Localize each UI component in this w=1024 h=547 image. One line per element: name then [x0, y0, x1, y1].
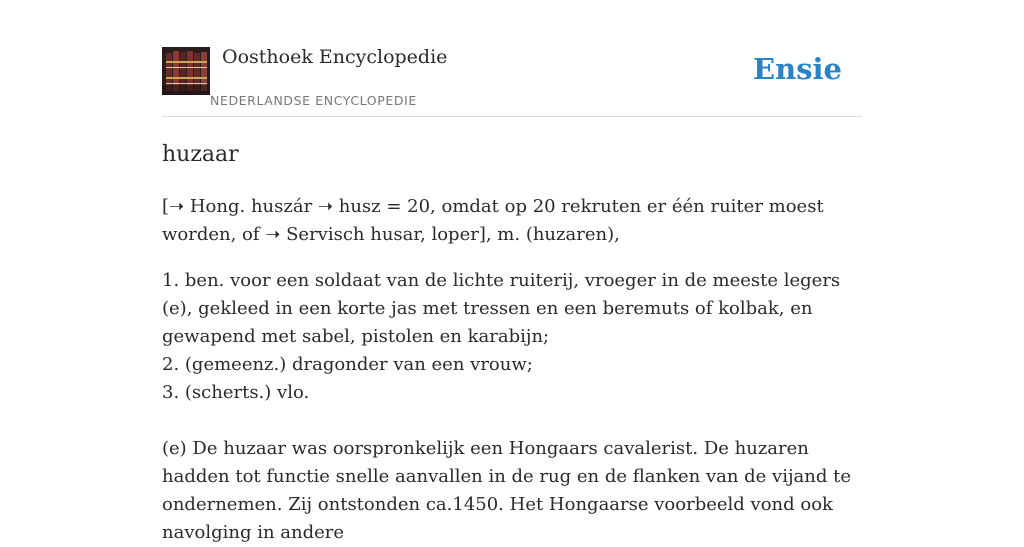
entry-etymology [162, 193, 864, 249]
entry-note [162, 435, 864, 547]
site-title-link[interactable]: Oosthoek Encyclopedie [222, 46, 448, 68]
arrow-icon: ➝ [265, 224, 281, 245]
entry-definitions [162, 267, 864, 407]
etymology-part: Servisch husar, loper], m. (huzaren), [280, 224, 620, 245]
etymology-bracket: [ [162, 196, 170, 217]
ensie-logo-link[interactable]: Ensie [753, 52, 842, 86]
arrow-icon: ➝ [317, 196, 333, 217]
note-text: (e) De huzaar was oorspronkelijk een Hongaars cavalerist. De huzaren hadden tot functie snelle aanvallen in de rug en de flanken van de vijand te ondernemen. Zij ontstonden ca.1450. Het Hongaarse voorbeeld vond ook navolging in andere [162, 438, 852, 543]
entry-content [162, 140, 864, 547]
definition-item: 1. ben. voor een soldaat van de lichte ruiterij, vroeger in de meeste legers (e), gekleed in een korte jas met tressen en een beremuts of kolbak, en gewapend met sabel, pistolen en karabijn; [162, 270, 841, 347]
arrow-icon: ➝ [169, 196, 185, 217]
book-spines-icon[interactable] [162, 47, 210, 95]
definition-item: 2. (gemeenz.) dragonder van een vrouw; [162, 354, 533, 375]
site-subtitle: NEDERLANDSE ENCYCLOPEDIE [210, 93, 417, 108]
entry-headword: huzaar [162, 142, 239, 167]
site-header [162, 46, 862, 117]
etymology-part: Hong. huszár [184, 196, 318, 217]
etymology-part: husz = 20, omdat op 20 rekruten er één ruiter moest worden, of [162, 196, 824, 245]
definition-item: 3. (scherts.) vlo. [162, 382, 310, 403]
